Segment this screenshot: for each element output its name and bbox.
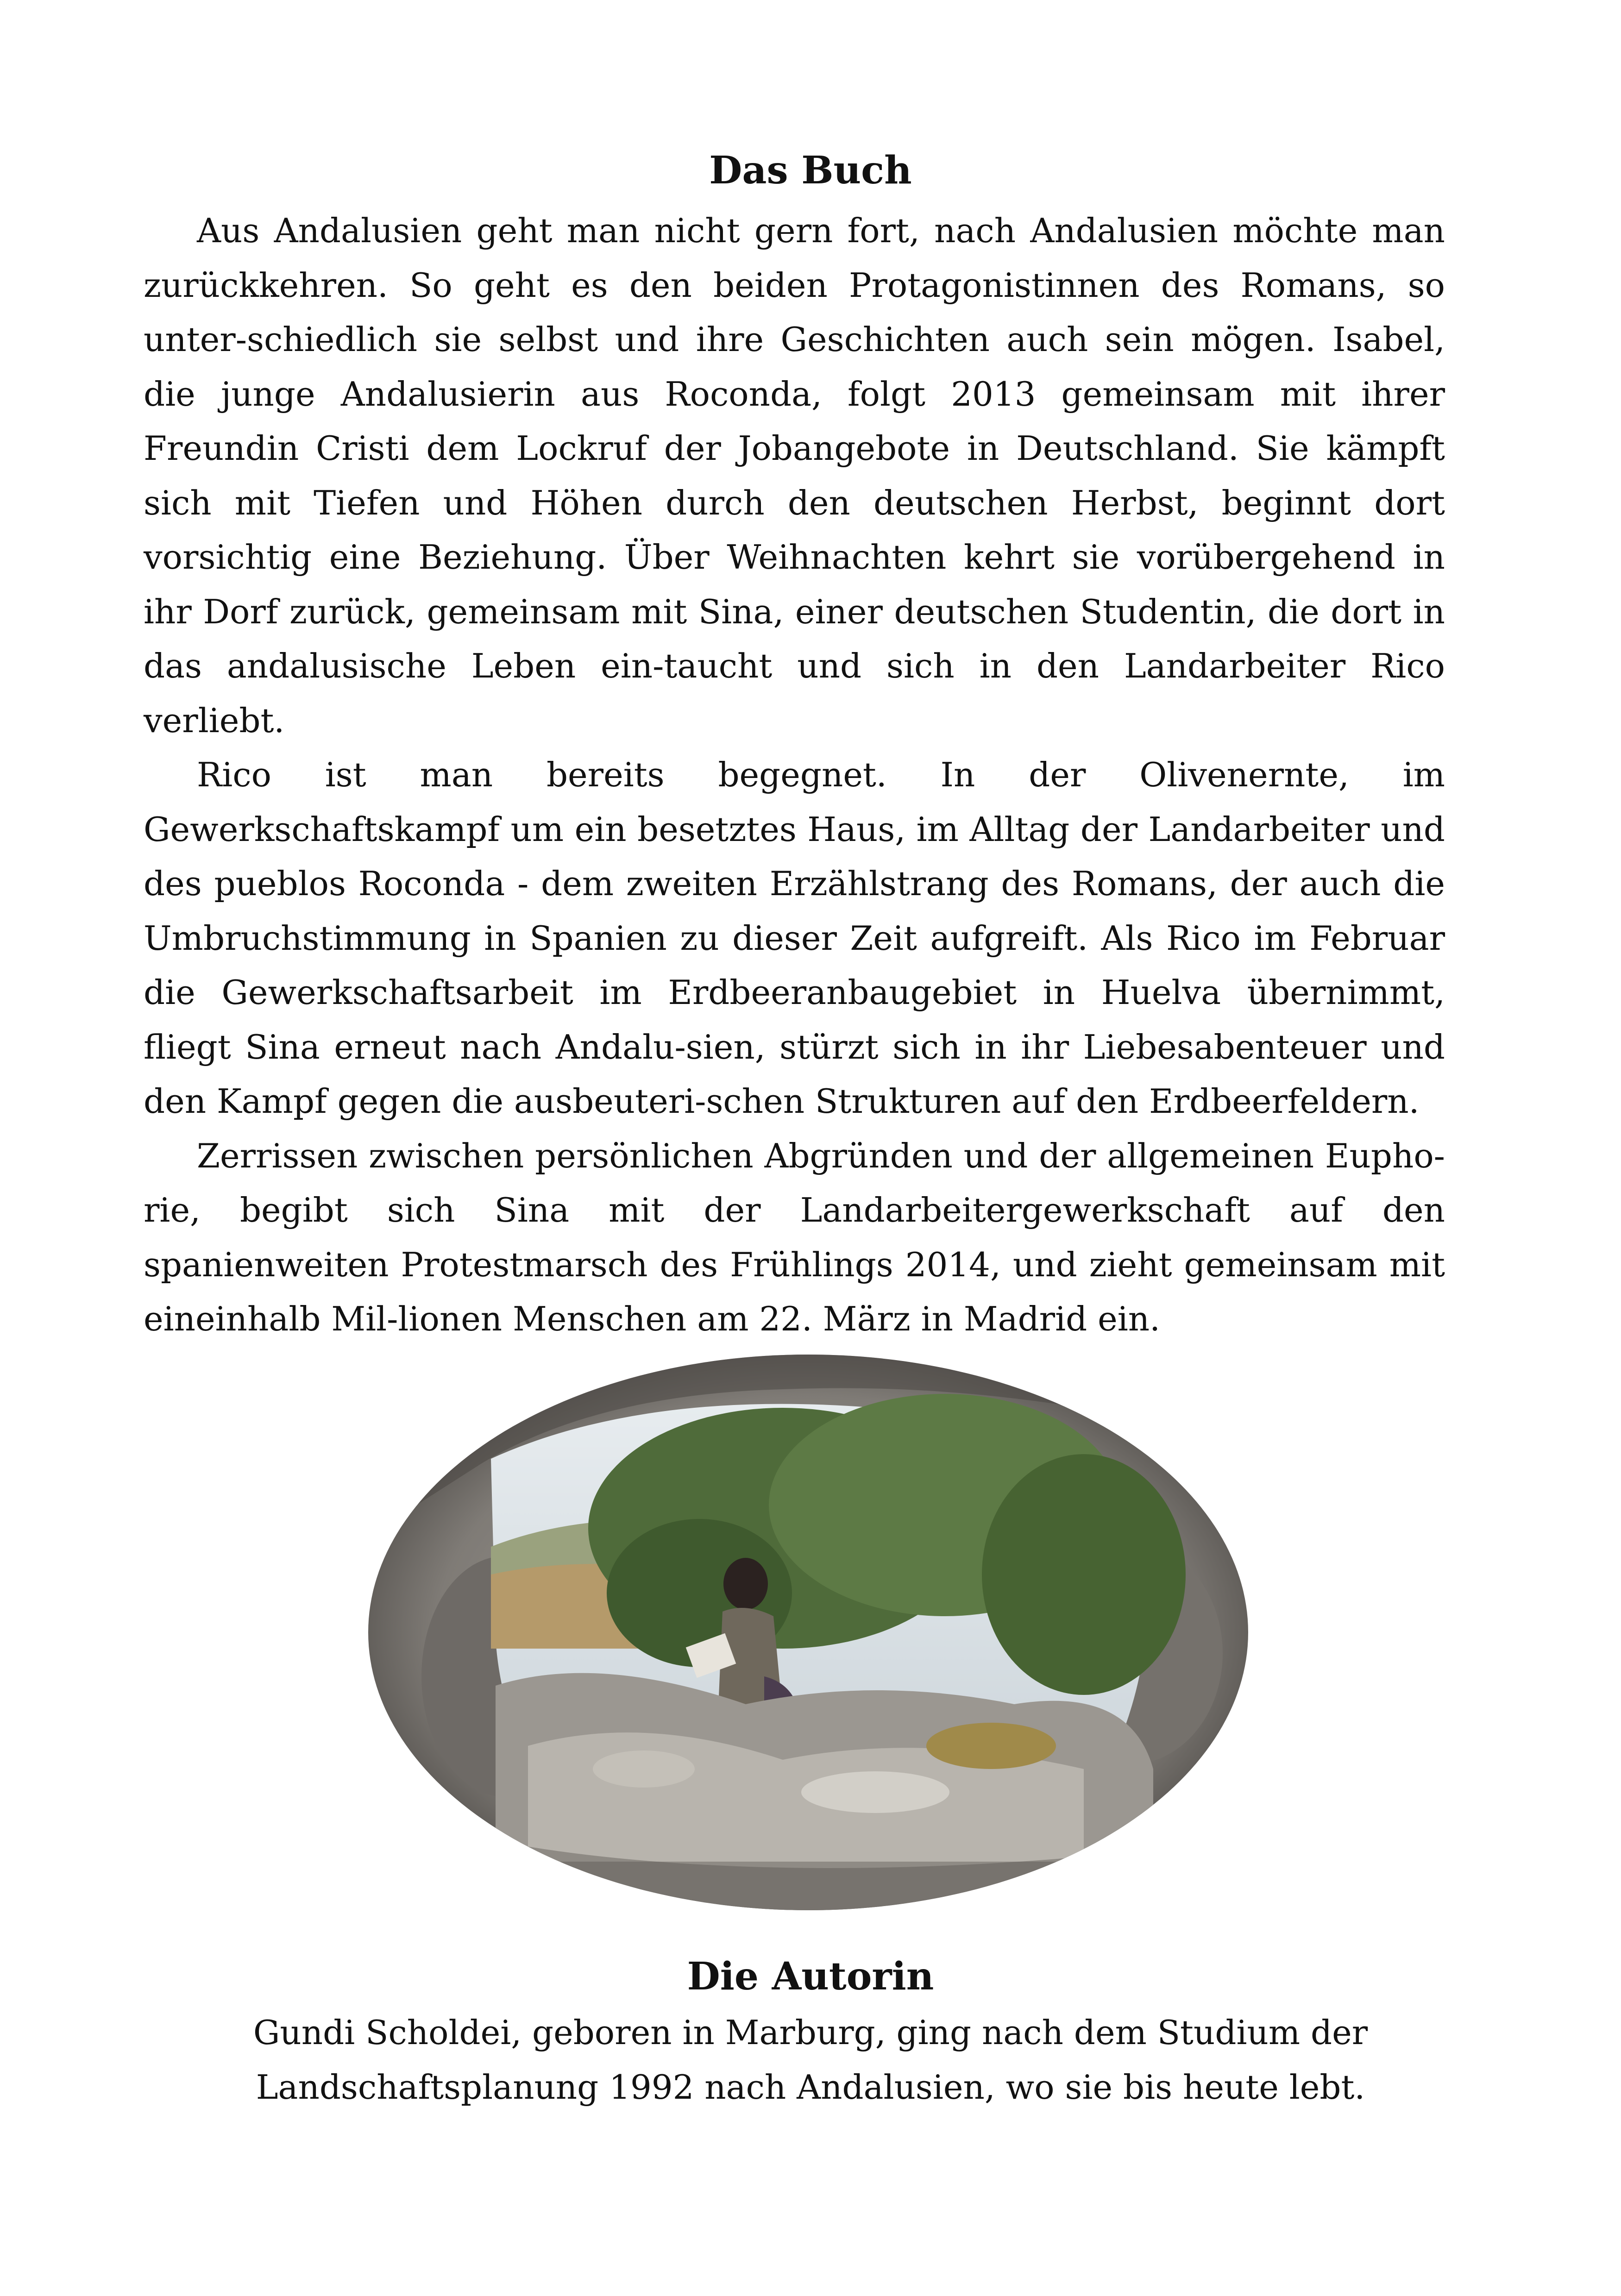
author-heading: Die Autorin <box>687 1954 934 1999</box>
book-paragraph-3: Zerrissen zwischen persönlichen Abgründen und der allgemeinen Eupho-rie, begibt sich Sina mit der Landarbeitergewerkschaft auf den spanienweiten Protestmarsch des Frühlings 2014, und zieht gemeinsam mit eineinhalb Mil-lionen Menschen am 22. März in Madrid ein. <box>144 1136 1445 1338</box>
book-paragraph-1: Aus Andalusien geht man nicht gern fort, nach Andalusien möchte man zurückkehren. So geht es den beiden Protagonistinnen des Romans, so unter-schiedlich sie selbst und ihre Geschichten auch sein mögen. Isabel, die junge Andalusierin aus Roconda, folgt 2013 gemeinsam mit ihrer Freundin Cristi dem Lockruf der Jobangebote in Deutschland. Sie kämpft sich mit Tiefen und Höhen durch den deutschen Herbst, beginnt dort vorsichtig eine Beziehung. Über Weihnachten kehrt sie vorübergehend in ihr Dorf zurück, gemeinsam mit Sina, einer deutschen Studentin, die dort in das andalusische Leben ein-taucht und sich in den Landarbeiter Rico verliebt. <box>144 211 1445 740</box>
author-photo-image <box>366 1352 1250 1913</box>
book-description <box>144 204 1445 1347</box>
author-bio-line-2: Landschaftsplanung 1992 nach Andalusien, wo sie bis heute lebt. <box>256 2068 1365 2107</box>
book-paragraph-2: Rico ist man bereits begegnet. In der Olivenernte, im Gewerkschaftskampf um ein besetztes Haus, im Alltag der Landarbeiter und des pueblos Roconda - dem zweiten Erzählstrang des Romans, der auch die Umbruchstimmung in Spanien zu dieser Zeit aufgreift. Als Rico im Februar die Gewerkschaftsarbeit im Erdbeeranbaugebiet in Huelva übernimmt, fliegt Sina erneut nach Andalu-sien, stürzt sich in ihr Liebesabenteuer und den Kampf gegen die ausbeuteri-schen Strukturen auf den Erdbeerfeldern. <box>144 755 1445 1121</box>
author-photo <box>366 1352 1250 1913</box>
author-bio-line-1: Gundi Scholdei, geboren in Marburg, ging nach dem Studium der <box>253 2013 1368 2052</box>
book-heading: Das Buch <box>709 148 912 193</box>
author-bio <box>0 2005 1621 2114</box>
